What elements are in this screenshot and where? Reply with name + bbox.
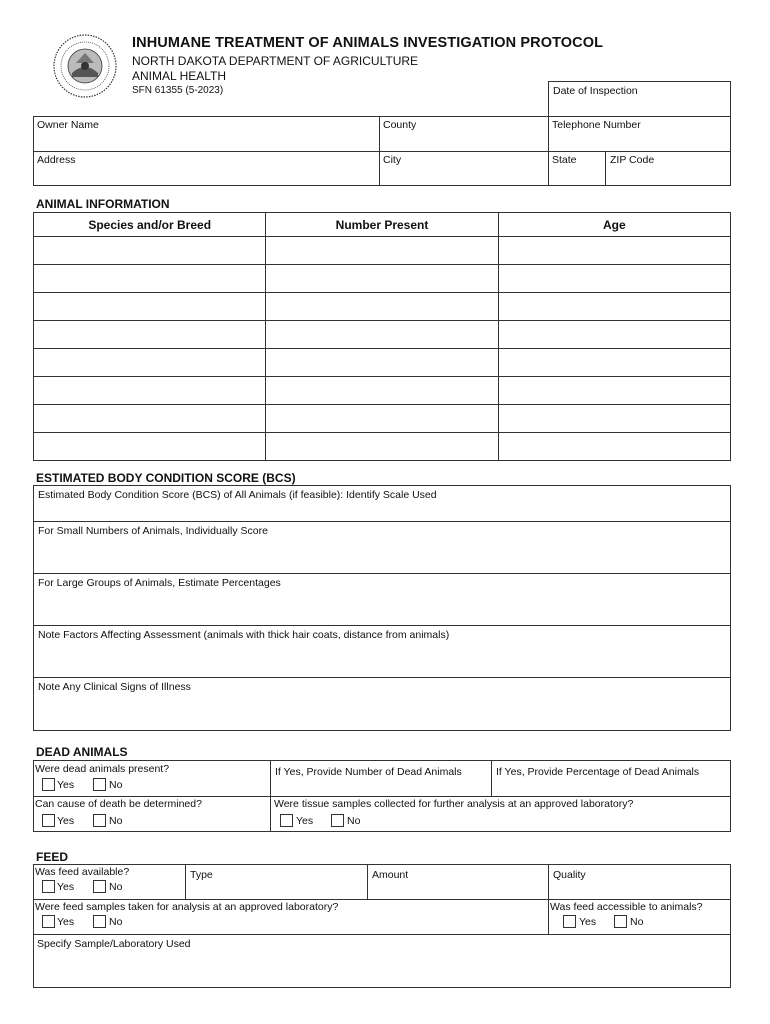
division-name: ANIMAL HEALTH — [132, 69, 227, 83]
table-cell[interactable] — [266, 349, 498, 377]
table-cell[interactable] — [34, 349, 266, 377]
dead-present-yes-checkbox[interactable] — [42, 778, 55, 791]
table-cell[interactable] — [266, 405, 498, 433]
feed-available-no-label: No — [109, 881, 123, 893]
state-seal-icon — [52, 33, 118, 99]
animal-info-table — [33, 212, 731, 461]
table-cell[interactable] — [266, 293, 498, 321]
state-label: State — [552, 154, 577, 166]
feed-type-label: Type — [190, 869, 213, 881]
table-cell[interactable] — [34, 433, 266, 461]
tissue-samples-question: Were tissue samples collected for further analysis at an approved laboratory? — [274, 798, 634, 810]
table-cell[interactable] — [266, 321, 498, 349]
feed-available-yes-checkbox[interactable] — [42, 880, 55, 893]
dead-animals-section-title: DEAD ANIMALS — [36, 745, 128, 759]
table-cell[interactable] — [498, 321, 730, 349]
county-input[interactable] — [383, 133, 547, 150]
bcs-large-groups-label: For Large Groups of Animals, Estimate Percentages — [38, 577, 281, 589]
column-header-number: Number Present — [266, 213, 498, 237]
owner-name-label: Owner Name — [37, 119, 99, 131]
telephone-label: Telephone Number — [552, 119, 641, 131]
table-cell[interactable] — [34, 321, 266, 349]
feed-samples-no-checkbox[interactable] — [93, 915, 106, 928]
specify-sample-label: Specify Sample/Laboratory Used — [37, 938, 191, 950]
state-input[interactable] — [552, 168, 606, 185]
bcs-scale-field[interactable] — [33, 485, 731, 522]
department-name: NORTH DAKOTA DEPARTMENT OF AGRICULTURE — [132, 54, 419, 68]
feed-available-yes-label: Yes — [57, 881, 75, 893]
dead-percentage-label: If Yes, Provide Percentage of Dead Animals — [496, 766, 700, 778]
feed-accessible-yes-label: Yes — [579, 916, 597, 928]
feed-accessible-question: Was feed accessible to animals? — [550, 901, 703, 913]
date-of-inspection-box[interactable] — [548, 81, 731, 117]
address-label: Address — [37, 154, 76, 166]
table-row — [34, 349, 731, 377]
column-header-age: Age — [498, 213, 730, 237]
specify-sample-input[interactable] — [37, 955, 731, 985]
table-cell[interactable] — [266, 237, 498, 265]
table-cell[interactable] — [34, 405, 266, 433]
table-cell[interactable] — [34, 237, 266, 265]
date-of-inspection-label: Date of Inspection — [553, 85, 638, 97]
dead-present-question: Were dead animals present? — [35, 763, 170, 775]
table-row — [34, 377, 731, 405]
address-input[interactable] — [37, 168, 379, 185]
feed-accessible-no-checkbox[interactable] — [614, 915, 627, 928]
table-cell[interactable] — [498, 377, 730, 405]
form-number: SFN 61355 (5-2023) — [132, 85, 224, 96]
table-cell[interactable] — [498, 237, 730, 265]
form-title: INHUMANE TREATMENT OF ANIMALS INVESTIGATION PROTOCOL — [132, 35, 604, 51]
tissue-yes-checkbox[interactable] — [280, 814, 293, 827]
dead-present-yes-label: Yes — [57, 779, 75, 791]
column-header-species: Species and/or Breed — [34, 213, 266, 237]
bcs-scale-label: Estimated Body Condition Score (BCS) of All Animals (if feasible): Identify Scale Used — [38, 489, 437, 501]
telephone-input[interactable] — [552, 133, 731, 150]
table-cell[interactable] — [498, 265, 730, 293]
table-cell[interactable] — [498, 293, 730, 321]
county-label: County — [383, 119, 417, 131]
cause-yes-checkbox[interactable] — [42, 814, 55, 827]
zip-label: ZIP Code — [610, 154, 655, 166]
table-cell[interactable] — [266, 377, 498, 405]
table-row — [34, 433, 731, 461]
city-input[interactable] — [383, 168, 547, 185]
cause-yes-label: Yes — [57, 815, 75, 827]
feed-accessible-yes-checkbox[interactable] — [563, 915, 576, 928]
bcs-factors-label: Note Factors Affecting Assessment (animals with thick hair coats, distance from animals) — [38, 629, 450, 641]
bcs-illness-field[interactable] — [33, 677, 731, 731]
table-cell[interactable] — [34, 377, 266, 405]
feed-samples-yes-label: Yes — [57, 916, 75, 928]
table-cell[interactable] — [266, 433, 498, 461]
city-label: City — [383, 154, 402, 166]
table-row — [34, 321, 731, 349]
cause-no-checkbox[interactable] — [93, 814, 106, 827]
dead-present-no-checkbox[interactable] — [93, 778, 106, 791]
feed-accessible-no-label: No — [630, 916, 644, 928]
animal-info-section-title: ANIMAL INFORMATION — [36, 197, 170, 211]
bcs-factors-field[interactable] — [33, 625, 731, 678]
owner-name-input[interactable] — [37, 133, 379, 150]
feed-samples-yes-checkbox[interactable] — [42, 915, 55, 928]
table-cell[interactable] — [34, 293, 266, 321]
feed-samples-no-label: No — [109, 916, 123, 928]
feed-available-no-checkbox[interactable] — [93, 880, 106, 893]
table-row — [34, 265, 731, 293]
zip-input[interactable] — [610, 168, 731, 185]
feed-amount-label: Amount — [372, 869, 409, 881]
bcs-small-numbers-label: For Small Numbers of Animals, Individually Score — [38, 525, 268, 537]
cause-no-label: No — [109, 815, 123, 827]
bcs-large-groups-field[interactable] — [33, 573, 731, 626]
feed-section-title: FEED — [36, 850, 69, 864]
tissue-no-label: No — [347, 815, 361, 827]
table-cell[interactable] — [34, 265, 266, 293]
table-row — [34, 293, 731, 321]
bcs-illness-label: Note Any Clinical Signs of Illness — [38, 681, 191, 693]
table-cell[interactable] — [498, 349, 730, 377]
bcs-section-title: ESTIMATED BODY CONDITION SCORE (BCS) — [36, 471, 296, 485]
tissue-no-checkbox[interactable] — [331, 814, 344, 827]
table-cell[interactable] — [266, 265, 498, 293]
feed-available-question: Was feed available? — [35, 866, 130, 878]
feed-samples-question: Were feed samples taken for analysis at an approved laboratory? — [35, 901, 339, 913]
table-row — [34, 237, 731, 265]
bcs-small-numbers-field[interactable] — [33, 521, 731, 574]
tissue-yes-label: Yes — [296, 815, 314, 827]
feed-quality-label: Quality — [553, 869, 586, 881]
dead-present-no-label: No — [109, 779, 123, 791]
table-row — [34, 405, 731, 433]
table-cell[interactable] — [498, 433, 730, 461]
table-cell[interactable] — [498, 405, 730, 433]
dead-number-label: If Yes, Provide Number of Dead Animals — [275, 766, 462, 778]
cause-of-death-question: Can cause of death be determined? — [35, 798, 202, 810]
